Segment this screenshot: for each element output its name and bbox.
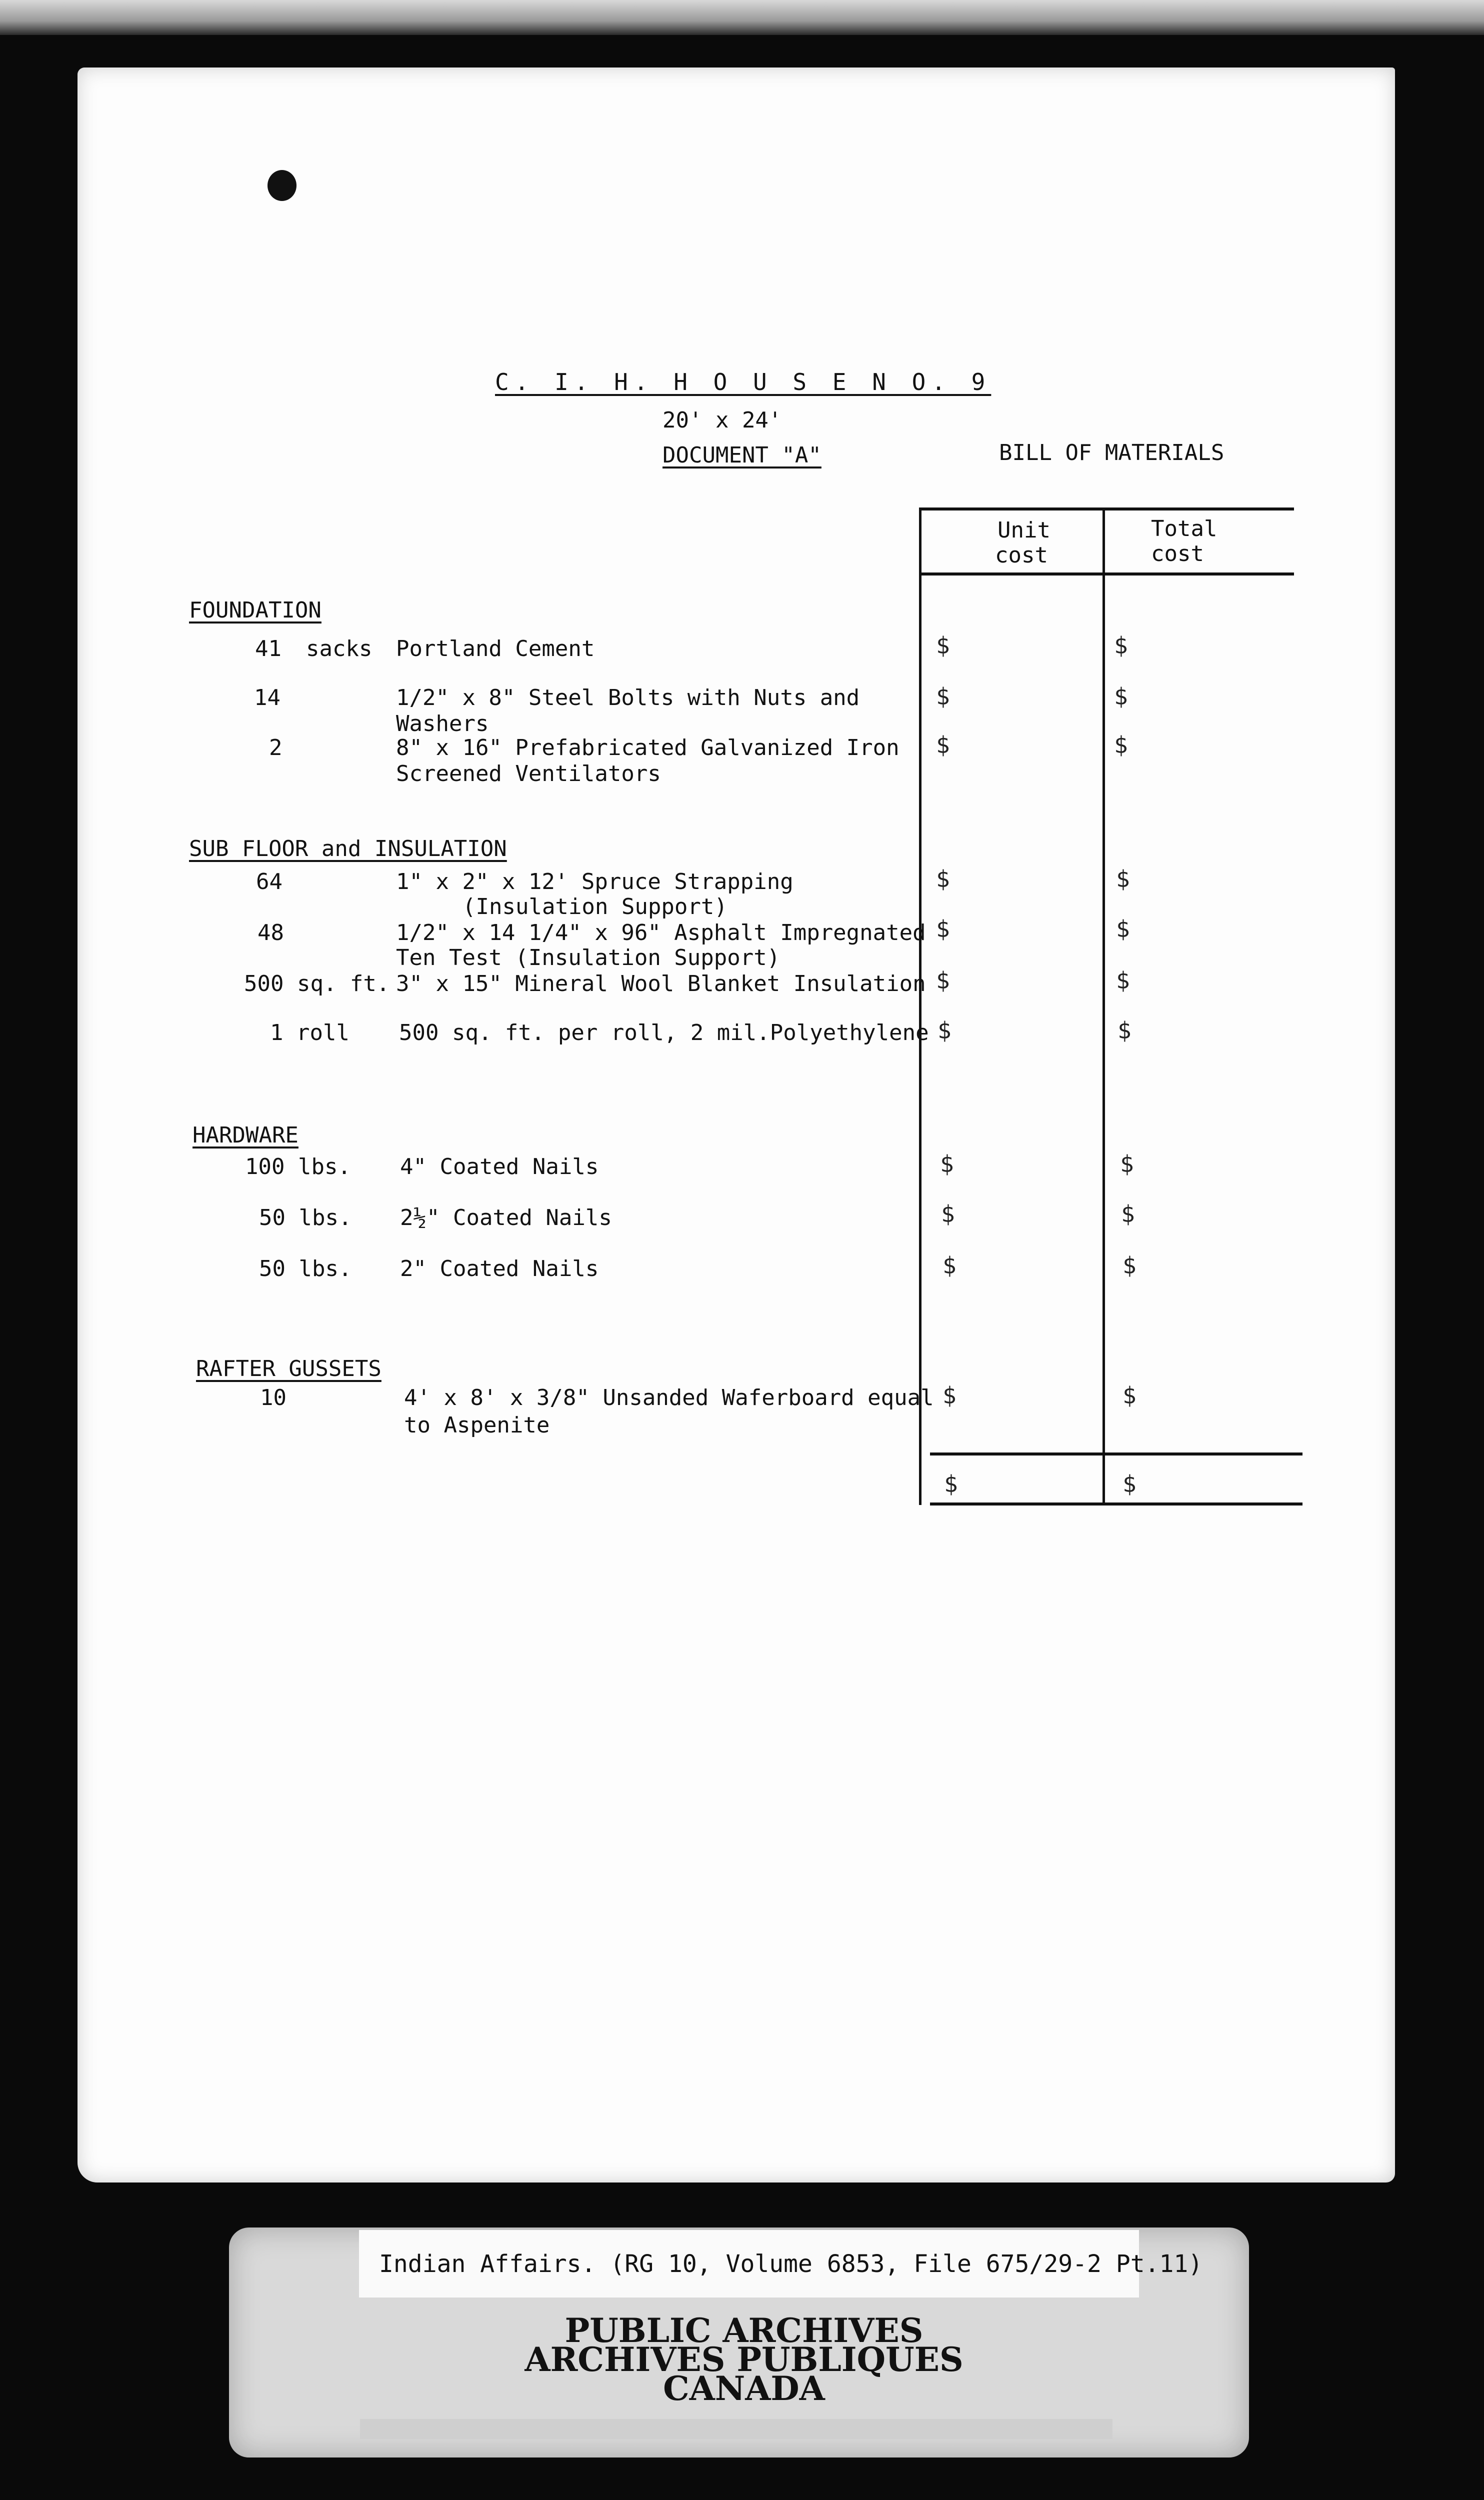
archive-line-2: ARCHIVES PUBLIQUES [524,2340,964,2379]
description: 8" x 16" Prefabricated Galvanized Iron [396,735,900,760]
unit-cost-dollar: $ [936,683,950,710]
qty: 64 [256,869,282,894]
description: 3" x 15" Mineral Wool Blanket Insulation [396,971,926,996]
document-label: DOCUMENT "A" [662,442,822,468]
film-edge [0,0,1484,35]
total-cost-total-dollar: $ [1122,1470,1136,1498]
description: 1" x 2" x 12' Spruce Strapping [396,869,794,894]
unit-cost-dollar: $ [938,1017,952,1044]
qty: 2 [269,735,282,760]
total-cost-dollar: $ [1120,1150,1134,1178]
archive-line-3: CANADA [663,2369,825,2408]
total-cost-dollar: $ [1122,1382,1136,1409]
qty: 14 [254,685,280,710]
description: 500 sq. ft. per roll, 2 mil.Polyethylene [399,1020,929,1046]
description: 2½" Coated Nails [400,1205,612,1230]
total-cost-dollar: $ [1114,683,1128,710]
qty: 10 [260,1385,286,1410]
description: Ten Test (Insulation Support) [396,945,780,970]
total-cost-dollar: $ [1118,1017,1132,1044]
unit: sacks [306,636,372,662]
total-cost-dollar: $ [1116,916,1130,942]
total-cost-dollar: $ [1114,732,1128,758]
qty: 41 [255,636,282,662]
table-header-rule [919,572,1294,576]
unit-cost-dollar: $ [936,916,950,942]
punch-hole [268,170,296,201]
archive-line-1: PUBLIC ARCHIVES [564,2311,924,2350]
document-title: C. I. H. H O U S E N O. 9 [495,368,992,396]
total-cost-dollar: $ [1122,1252,1136,1279]
qty: 50 lbs. [259,1256,352,1282]
description: Screened Ventilators [396,761,661,786]
qty: 50 lbs. [259,1205,352,1230]
total-cost-header-1: Total [1151,516,1218,542]
label-bottom-strip [360,2419,1112,2439]
unit-cost-dollar: $ [936,866,950,892]
section-foundation: FOUNDATION [189,598,322,623]
unit-cost-dollar: $ [940,1150,954,1178]
total-cost-dollar: $ [1121,1200,1135,1228]
table-left-rule [919,508,922,1505]
section-rafter: RAFTER GUSSETS [196,1356,382,1382]
description: Washers [396,711,489,736]
table-bottom-rule [930,1502,1302,1506]
dimensions: 20' x 24' [662,408,782,433]
unit-cost-header-1: Unit [998,518,1050,543]
total-cost-header-2: cost [1151,541,1204,566]
table-middle-rule [1102,508,1105,1505]
unit-cost-dollar: $ [942,1382,956,1409]
total-cost-dollar: $ [1116,967,1130,994]
qty: 48 [258,920,284,946]
qty: 500 sq. ft. [244,971,390,996]
qty: 1 roll [270,1020,350,1046]
unit-cost-dollar: $ [936,967,950,994]
section-hardware: HARDWARE [192,1122,298,1148]
unit-cost-dollar: $ [942,1252,956,1279]
bill-of-materials: BILL OF MATERIALS [999,440,1224,466]
description: to Aspenite [404,1412,550,1438]
table-total-rule [930,1452,1302,1456]
unit-cost-dollar: $ [936,732,950,758]
unit-cost-dollar: $ [936,632,950,659]
total-cost-dollar: $ [1116,866,1130,892]
unit-cost-header-2: cost [995,542,1048,568]
description: 1/2" x 8" Steel Bolts with Nuts and [396,685,860,710]
total-cost-dollar: $ [1114,632,1128,659]
unit-cost-total-dollar: $ [944,1470,958,1498]
unit-cost-dollar: $ [941,1200,955,1228]
archive-reference: Indian Affairs. (RG 10, Volume 6853, File 675/29-2 Pt.11) [379,2250,1203,2278]
description: 1/2" x 14 1/4" x 96" Asphalt Impregnated [396,920,926,946]
table-top-rule [919,508,1294,510]
description: (Insulation Support) [462,894,728,920]
description: 4" Coated Nails [400,1154,599,1180]
description: 2" Coated Nails [400,1256,599,1282]
section-subfloor: SUB FLOOR and INSULATION [189,836,507,862]
qty: 100 lbs. [245,1154,351,1180]
description: Portland Cement [396,636,595,662]
description: 4' x 8' x 3/8" Unsanded Waferboard equal [404,1385,934,1410]
